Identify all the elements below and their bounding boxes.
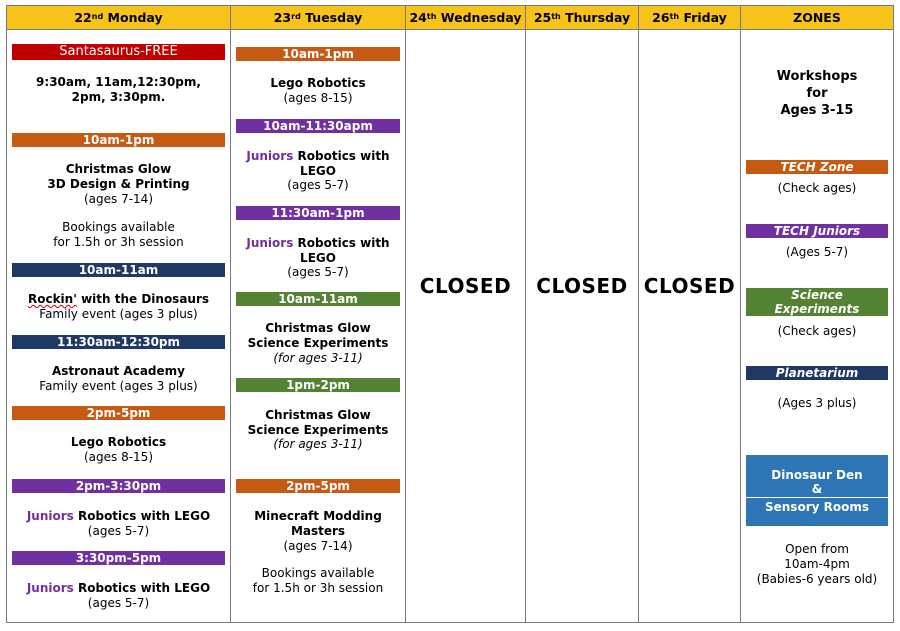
event-time-bar: 2pm-5pm (12, 406, 225, 420)
event-title: Science Experiments (247, 423, 389, 437)
header-suffix: nd (91, 12, 104, 21)
zones-intro: for (806, 86, 828, 101)
zone-note: (Ages 5-7) (785, 245, 849, 259)
zone-label-science (746, 288, 888, 316)
event-title (7, 509, 230, 524)
zone-label-tech: TECH Zone (746, 160, 888, 174)
zones-column (741, 30, 893, 622)
event-title: Astronaut Academy (52, 364, 185, 378)
zone-label-tech-juniors: TECH Juniors (746, 224, 888, 238)
event-title: Science Experiments (247, 336, 389, 350)
header-dayname: Monday (107, 10, 163, 25)
event-title: 3D Design & Printing (47, 177, 190, 191)
schedule-table (6, 5, 894, 623)
event-title: Lego Robotics (270, 76, 366, 90)
zone-note: (Babies-6 years old) (756, 572, 878, 586)
event-title: LEGO (300, 164, 336, 178)
header-suffix: rd (291, 12, 301, 21)
zone-note: Open from (785, 542, 849, 556)
event-times-line: 9:30am, 11am,12:30pm, (36, 75, 201, 89)
event-time-bar: 10am-1pm (12, 133, 225, 147)
event-ages: (ages 5-7) (87, 524, 150, 538)
event-ages: (ages 8-15) (83, 450, 154, 464)
header-day: 22 (74, 10, 92, 25)
event-title-part: Robotics with LEGO (73, 581, 211, 595)
header-day: 25 (533, 10, 552, 25)
event-title-part: Robotics with LEGO (73, 509, 211, 523)
event-title: Christmas Glow (265, 321, 371, 335)
closed-label: CLOSED (419, 274, 512, 298)
header-day: 26 (652, 10, 670, 25)
juniors-label: Juniors (246, 236, 294, 250)
header-dayname: Tuesday (305, 10, 363, 25)
header-dayname: Thursday (565, 10, 631, 25)
zone-label-sensory-rooms: Sensory Rooms (746, 498, 888, 526)
header-suffix: th (669, 12, 680, 21)
zone-label-line: Dinosaur Den (771, 468, 863, 482)
zone-label-line: & (811, 482, 823, 496)
event-title: Masters (290, 524, 346, 538)
event-note: Bookings available (261, 566, 375, 580)
header-suffix: th (551, 12, 561, 21)
event-title-part: Robotics with (293, 236, 390, 250)
zone-note: 10am-4pm (784, 557, 850, 571)
event-time-bar: 2pm-3:30pm (12, 479, 225, 493)
thursday-column (526, 30, 639, 622)
event-ages: (ages 8-15) (283, 91, 353, 105)
tuesday-column (231, 30, 406, 622)
event-ages: (ages 7-14) (83, 192, 154, 206)
header-dayname: Friday (683, 10, 727, 25)
friday-column (639, 30, 741, 622)
event-title: LEGO (300, 251, 336, 265)
event-title (231, 149, 405, 164)
event-time-bar: 2pm-5pm (236, 479, 400, 493)
zones-intro: Workshops (776, 69, 858, 84)
zone-note: (Check ages) (777, 181, 857, 195)
juniors-label: Juniors (26, 581, 74, 595)
event-title-part: Robotics with (293, 149, 390, 163)
event-title-part: Rockin' (27, 292, 77, 306)
event-times-line: 2pm, 3:30pm. (71, 90, 166, 104)
event-time-bar: 10am-11am (236, 292, 400, 306)
event-title: Lego Robotics (70, 435, 167, 449)
zone-label-line: Science (791, 288, 843, 302)
event-title: Minecraft Modding (254, 509, 382, 523)
event-ages: (for ages 3-11) (273, 437, 363, 451)
event-title-part: with the Dinosaurs (76, 292, 210, 306)
juniors-label: Juniors (246, 149, 294, 163)
zone-label-dinosaur-den (746, 455, 888, 497)
header-monday (7, 6, 231, 30)
event-title: Christmas Glow (265, 408, 371, 422)
monday-column (7, 30, 231, 622)
event-note: for 1.5h or 3h session (53, 235, 184, 249)
event-time-bar: 1pm-2pm (236, 378, 400, 392)
event-time-bar: 10am-11:30apm (236, 119, 400, 133)
event-ages: (ages 5-7) (287, 178, 349, 192)
event-time-bar: 11:30am-12:30pm (12, 335, 225, 349)
event-ages: (for ages 3-11) (273, 351, 363, 365)
wednesday-column (406, 30, 526, 622)
event-title (7, 581, 230, 596)
zone-note: (Ages 3 plus) (777, 396, 857, 410)
event-time-bar: 10am-1pm (236, 47, 400, 61)
event-time-bar: 3:30pm-5pm (12, 551, 225, 565)
header-suffix: th (426, 12, 437, 21)
zone-label-line: Experiments (774, 302, 860, 316)
event-title: Christmas Glow (65, 162, 172, 176)
event-title (7, 292, 230, 307)
header-dayname: Wednesday (440, 10, 522, 25)
zones-intro: Ages 3-15 (780, 103, 854, 118)
event-ages: (ages 7-14) (283, 539, 353, 553)
closed-label: CLOSED (536, 274, 628, 298)
event-time-bar: 11:30am-1pm (236, 206, 400, 220)
header-zones: ZONES (741, 6, 893, 30)
event-subtitle: Family event (ages 3 plus) (39, 379, 198, 393)
closed-label: CLOSED (643, 274, 736, 298)
header-thursday (526, 6, 639, 30)
header-tuesday (231, 6, 406, 30)
header-friday (639, 6, 741, 30)
header-wednesday (406, 6, 526, 30)
event-time-bar: Santasaurus-FREE (12, 44, 225, 60)
juniors-label: Juniors (26, 509, 74, 523)
event-time-bar: 10am-11am (12, 263, 225, 277)
header-day: 23 (273, 10, 292, 25)
event-title (231, 236, 405, 251)
zone-note: (Check ages) (777, 324, 857, 338)
event-ages: (ages 5-7) (287, 265, 349, 279)
event-note: Bookings available (62, 220, 175, 234)
event-note: for 1.5h or 3h session (252, 581, 384, 595)
event-ages: (ages 5-7) (87, 596, 150, 610)
event-subtitle: Family event (ages 3 plus) (39, 307, 198, 321)
zone-label-planetarium: Planetarium (746, 366, 888, 380)
header-day: 24 (409, 10, 427, 25)
